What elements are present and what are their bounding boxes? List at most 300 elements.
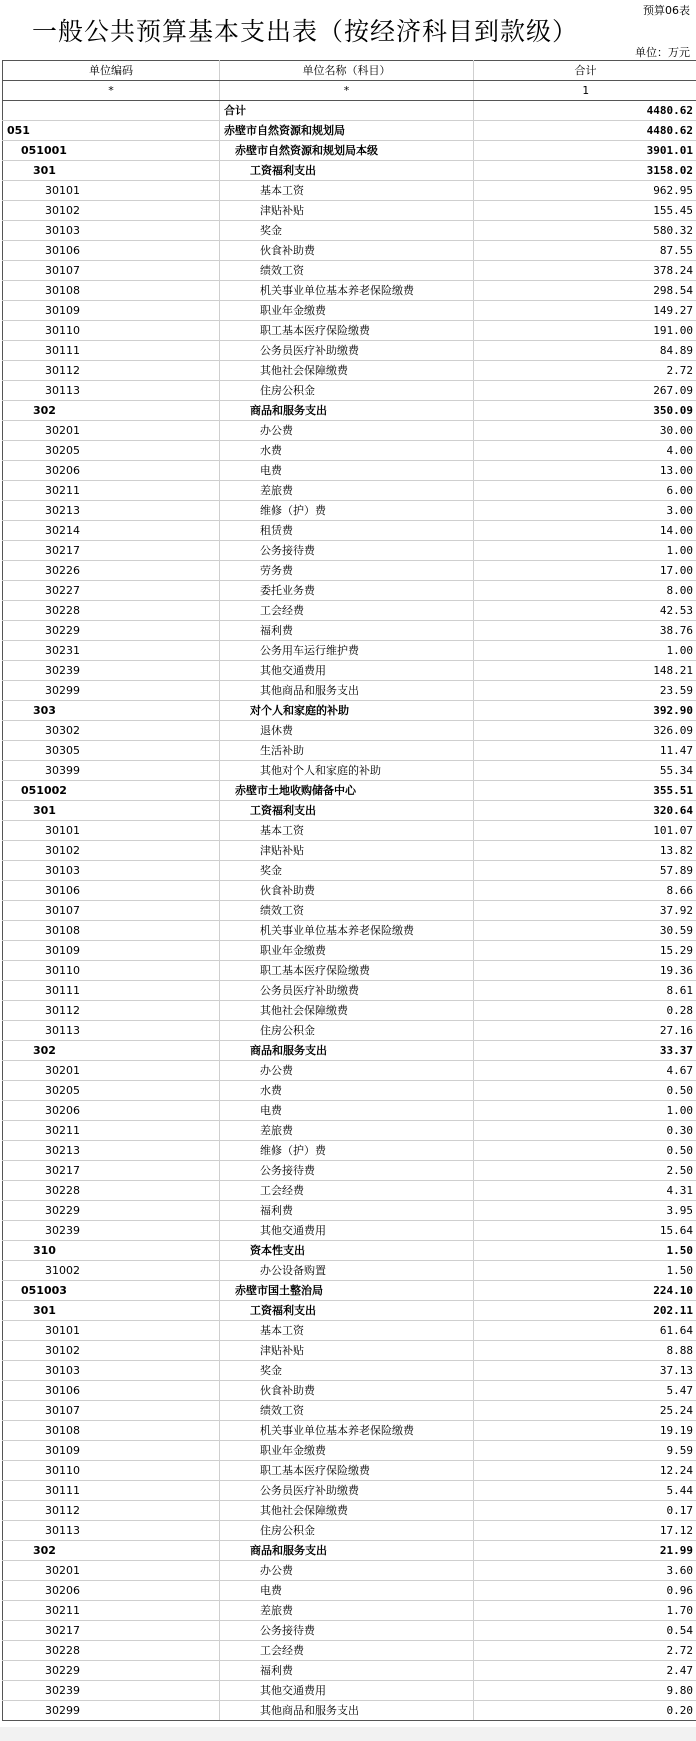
row-name: 职业年金缴费 [220,941,474,961]
row-value: 9.59 [474,1441,696,1461]
row-value: 0.20 [474,1701,696,1721]
row-name: 机关事业单位基本养老保险缴费 [220,281,474,301]
table-row [3,321,696,341]
row-name: 公务员医疗补助缴费 [220,1481,474,1501]
table-row [3,1221,696,1241]
table-row [3,901,696,921]
table-row [3,341,696,361]
table-row [3,1161,696,1181]
table-row [3,541,696,561]
row-name: 公务接待费 [220,541,474,561]
table-row [3,1181,696,1201]
row-code: 051003 [3,1281,220,1301]
row-name: 其他交通费用 [220,1681,474,1701]
table-row [3,121,696,141]
table-row [3,1201,696,1221]
table-row [3,1281,696,1301]
row-name: 公务用车运行维护费 [220,641,474,661]
horizontal-scrollbar[interactable] [0,1727,696,1741]
row-code: 30103 [3,221,220,241]
row-value: 55.34 [474,761,696,781]
table-row [3,1441,696,1461]
row-value: 224.10 [474,1281,696,1301]
subheader-total: 1 [474,81,696,101]
row-value: 30.59 [474,921,696,941]
table-row [3,961,696,981]
row-code: 30107 [3,261,220,281]
row-value: 38.76 [474,621,696,641]
row-code: 30109 [3,301,220,321]
row-value: 191.00 [474,321,696,341]
row-value: 3901.01 [474,141,696,161]
table-row [3,681,696,701]
row-name: 其他社会保障缴费 [220,1501,474,1521]
table-row [3,881,696,901]
row-name: 商品和服务支出 [220,1541,474,1561]
row-name: 绩效工资 [220,901,474,921]
row-value: 580.32 [474,221,696,241]
row-value: 392.90 [474,701,696,721]
subheader-row [3,81,696,101]
row-value: 57.89 [474,861,696,881]
unit-label: 单位：万元 [635,46,690,59]
row-code: 30239 [3,1221,220,1241]
row-value: 25.24 [474,1401,696,1421]
row-code: 30227 [3,581,220,601]
row-value: 0.50 [474,1141,696,1161]
row-code: 051001 [3,141,220,161]
row-value: 17.00 [474,561,696,581]
budget-table [2,60,696,1721]
row-value: 1.50 [474,1241,696,1261]
row-value: 0.17 [474,1501,696,1521]
header-row [3,61,696,81]
row-code: 301 [3,801,220,821]
row-code: 31002 [3,1261,220,1281]
row-name: 福利费 [220,621,474,641]
row-name: 住房公积金 [220,1521,474,1541]
row-value: 0.50 [474,1081,696,1101]
table-row [3,821,696,841]
row-name: 津贴补贴 [220,201,474,221]
row-value: 155.45 [474,201,696,221]
row-code: 30211 [3,1601,220,1621]
table-row [3,761,696,781]
table-body [3,101,696,1721]
row-name: 机关事业单位基本养老保险缴费 [220,1421,474,1441]
row-name: 其他对个人和家庭的补助 [220,761,474,781]
row-value: 2.72 [474,361,696,381]
row-value: 87.55 [474,241,696,261]
row-code: 30302 [3,721,220,741]
row-value: 202.11 [474,1301,696,1321]
row-value: 21.99 [474,1541,696,1561]
row-name: 办公费 [220,421,474,441]
row-code: 30201 [3,1061,220,1081]
row-name: 工资福利支出 [220,801,474,821]
table-row [3,401,696,421]
table-row [3,721,696,741]
row-value: 4.00 [474,441,696,461]
row-name: 合计 [220,101,474,121]
row-code: 30109 [3,1441,220,1461]
row-value: 1.50 [474,1261,696,1281]
row-code: 30213 [3,1141,220,1161]
row-code: 30110 [3,1461,220,1481]
row-value: 13.00 [474,461,696,481]
row-name: 公务接待费 [220,1621,474,1641]
row-value: 8.61 [474,981,696,1001]
table-row [3,781,696,801]
table-row [3,481,696,501]
table-row [3,301,696,321]
subheader-name: * [220,81,474,101]
row-value: 30.00 [474,421,696,441]
row-code: 301 [3,1301,220,1321]
row-name: 奖金 [220,221,474,241]
row-value: 0.30 [474,1121,696,1141]
row-value: 13.82 [474,841,696,861]
row-name: 赤壁市自然资源和规划局本级 [220,141,474,161]
table-row [3,1081,696,1101]
row-code: 30217 [3,1161,220,1181]
row-name: 公务接待费 [220,1161,474,1181]
row-value: 3.00 [474,501,696,521]
row-value: 9.80 [474,1681,696,1701]
row-name: 奖金 [220,861,474,881]
row-code: 30228 [3,1181,220,1201]
row-code: 30211 [3,481,220,501]
row-code: 30103 [3,1361,220,1381]
row-name: 水费 [220,441,474,461]
table-row [3,1321,696,1341]
row-name: 其他商品和服务支出 [220,681,474,701]
table-row [3,501,696,521]
row-code: 30110 [3,961,220,981]
row-code: 30226 [3,561,220,581]
row-code: 30106 [3,881,220,901]
row-name: 劳务费 [220,561,474,581]
row-name: 公务员医疗补助缴费 [220,981,474,1001]
row-code: 301 [3,161,220,181]
row-value: 19.19 [474,1421,696,1441]
table-row [3,1561,696,1581]
row-code: 30103 [3,861,220,881]
row-value: 2.47 [474,1661,696,1681]
row-value: 15.64 [474,1221,696,1241]
table-row [3,641,696,661]
row-code: 30111 [3,341,220,361]
table-row [3,141,696,161]
table-row [3,461,696,481]
row-value: 8.00 [474,581,696,601]
row-value: 2.50 [474,1161,696,1181]
row-code: 30113 [3,1021,220,1041]
table-row [3,741,696,761]
row-value: 37.92 [474,901,696,921]
row-name: 福利费 [220,1661,474,1681]
row-code: 30106 [3,241,220,261]
row-name: 机关事业单位基本养老保险缴费 [220,921,474,941]
row-value: 14.00 [474,521,696,541]
row-name: 奖金 [220,1361,474,1381]
table-row [3,161,696,181]
row-value: 148.21 [474,661,696,681]
row-code: 30239 [3,1681,220,1701]
row-code: 30107 [3,1401,220,1421]
row-code: 30305 [3,741,220,761]
table-row [3,841,696,861]
row-name: 赤壁市自然资源和规划局 [220,121,474,141]
row-name: 其他社会保障缴费 [220,361,474,381]
table-row [3,581,696,601]
table-row [3,561,696,581]
row-value: 84.89 [474,341,696,361]
row-code: 30107 [3,901,220,921]
table-row [3,1101,696,1121]
table-row [3,1241,696,1261]
table-row [3,1701,696,1721]
table-row [3,1261,696,1281]
table-row [3,701,696,721]
row-name: 电费 [220,461,474,481]
row-value: 42.53 [474,601,696,621]
row-name: 基本工资 [220,181,474,201]
page-title: 一般公共预算基本支出表（按经济科目到款级） [32,17,579,46]
row-value: 17.12 [474,1521,696,1541]
row-code: 310 [3,1241,220,1261]
table-header [3,61,696,101]
row-value: 3.95 [474,1201,696,1221]
row-value: 350.09 [474,401,696,421]
row-code: 051 [3,121,220,141]
row-value: 4480.62 [474,101,696,121]
row-value: 5.44 [474,1481,696,1501]
row-name: 职工基本医疗保险缴费 [220,321,474,341]
row-value: 8.88 [474,1341,696,1361]
row-value: 5.47 [474,1381,696,1401]
row-name: 赤壁市国土整治局 [220,1281,474,1301]
row-name: 资本性支出 [220,1241,474,1261]
row-name: 差旅费 [220,481,474,501]
table-row [3,381,696,401]
row-name: 电费 [220,1581,474,1601]
row-value: 8.66 [474,881,696,901]
row-value: 1.70 [474,1601,696,1621]
table-row [3,1141,696,1161]
row-code: 30111 [3,981,220,1001]
row-code: 051002 [3,781,220,801]
row-code: 30112 [3,361,220,381]
row-value: 19.36 [474,961,696,981]
row-value: 0.96 [474,1581,696,1601]
row-name: 职业年金缴费 [220,301,474,321]
row-value: 267.09 [474,381,696,401]
row-code: 30113 [3,1521,220,1541]
header-name: 单位名称（科目） [220,61,474,81]
row-code: 30101 [3,821,220,841]
table-row [3,1341,696,1361]
row-value: 320.64 [474,801,696,821]
table-row [3,1681,696,1701]
row-value: 1.00 [474,1101,696,1121]
row-name: 电费 [220,1101,474,1121]
table-row [3,281,696,301]
row-name: 绩效工资 [220,261,474,281]
row-name: 基本工资 [220,1321,474,1341]
table-row [3,921,696,941]
table-row [3,1061,696,1081]
row-code: 30110 [3,321,220,341]
table-row [3,621,696,641]
row-name: 委托业务费 [220,581,474,601]
row-name: 津贴补贴 [220,1341,474,1361]
table-row [3,1481,696,1501]
row-name: 办公费 [220,1561,474,1581]
row-value: 27.16 [474,1021,696,1041]
row-code: 30228 [3,1641,220,1661]
subheader-code: * [3,81,220,101]
row-code: 30201 [3,421,220,441]
table-row [3,1501,696,1521]
row-value: 0.28 [474,1001,696,1021]
table-row [3,1361,696,1381]
table-row [3,441,696,461]
table-row [3,801,696,821]
table-row [3,1001,696,1021]
table-row [3,1021,696,1041]
row-code: 30113 [3,381,220,401]
row-code: 30229 [3,1201,220,1221]
table-row [3,1041,696,1061]
row-name: 商品和服务支出 [220,1041,474,1061]
table-row [3,1421,696,1441]
row-value: 378.24 [474,261,696,281]
table-row [3,1301,696,1321]
row-value: 12.24 [474,1461,696,1481]
row-value: 1.00 [474,641,696,661]
row-name: 工会经费 [220,1641,474,1661]
row-value: 15.29 [474,941,696,961]
row-name: 维修（护）费 [220,1141,474,1161]
row-value: 37.13 [474,1361,696,1381]
row-name: 绩效工资 [220,1401,474,1421]
row-value: 962.95 [474,181,696,201]
row-name: 工会经费 [220,601,474,621]
row-name: 职工基本医疗保险缴费 [220,961,474,981]
row-name: 维修（护）费 [220,501,474,521]
table-row [3,261,696,281]
row-value: 0.54 [474,1621,696,1641]
row-code: 30112 [3,1001,220,1021]
row-name: 公务员医疗补助缴费 [220,341,474,361]
row-code: 30206 [3,461,220,481]
table-row [3,1461,696,1481]
row-value: 4.31 [474,1181,696,1201]
row-name: 商品和服务支出 [220,401,474,421]
table-row [3,1581,696,1601]
row-code: 30101 [3,1321,220,1341]
table-row [3,1521,696,1541]
row-code: 303 [3,701,220,721]
table-row [3,1601,696,1621]
table-row [3,361,696,381]
row-name: 津贴补贴 [220,841,474,861]
row-name: 伙食补助费 [220,881,474,901]
row-code: 30101 [3,181,220,201]
row-code: 30229 [3,621,220,641]
row-value: 4.67 [474,1061,696,1081]
row-code: 30239 [3,661,220,681]
row-name: 生活补助 [220,741,474,761]
table-row [3,1401,696,1421]
table-row [3,181,696,201]
row-code: 30206 [3,1581,220,1601]
row-value: 6.00 [474,481,696,501]
row-code: 30229 [3,1661,220,1681]
row-code: 30205 [3,441,220,461]
row-name: 伙食补助费 [220,241,474,261]
row-value: 4480.62 [474,121,696,141]
table-row [3,601,696,621]
table-row [3,201,696,221]
row-name: 职工基本医疗保险缴费 [220,1461,474,1481]
row-name: 办公费 [220,1061,474,1081]
row-code: 30217 [3,541,220,561]
row-code: 30102 [3,841,220,861]
row-value: 11.47 [474,741,696,761]
form-number: 预算06表 [643,4,690,17]
row-name: 其他交通费用 [220,1221,474,1241]
row-value: 23.59 [474,681,696,701]
row-code: 30102 [3,1341,220,1361]
row-value: 1.00 [474,541,696,561]
row-code: 30231 [3,641,220,661]
table-row [3,661,696,681]
table-row [3,221,696,241]
row-name: 基本工资 [220,821,474,841]
row-code: 30111 [3,1481,220,1501]
table-row [3,101,696,121]
row-value: 149.27 [474,301,696,321]
row-name: 福利费 [220,1201,474,1221]
header-code: 单位编码 [3,61,220,81]
row-code: 302 [3,1041,220,1061]
row-name: 伙食补助费 [220,1381,474,1401]
row-name: 租赁费 [220,521,474,541]
table-row [3,1121,696,1141]
row-value: 33.37 [474,1041,696,1061]
table-row [3,1541,696,1561]
row-name: 差旅费 [220,1601,474,1621]
table-row [3,1381,696,1401]
row-code: 30106 [3,1381,220,1401]
row-code: 30109 [3,941,220,961]
row-name: 工会经费 [220,1181,474,1201]
row-name: 工资福利支出 [220,161,474,181]
table-row [3,1661,696,1681]
row-value: 2.72 [474,1641,696,1661]
row-name: 水费 [220,1081,474,1101]
row-name: 住房公积金 [220,1021,474,1041]
table-row [3,1621,696,1641]
row-code: 30108 [3,281,220,301]
row-code: 302 [3,401,220,421]
row-code: 30213 [3,501,220,521]
row-name: 办公设备购置 [220,1261,474,1281]
row-code: 30228 [3,601,220,621]
row-value: 101.07 [474,821,696,841]
